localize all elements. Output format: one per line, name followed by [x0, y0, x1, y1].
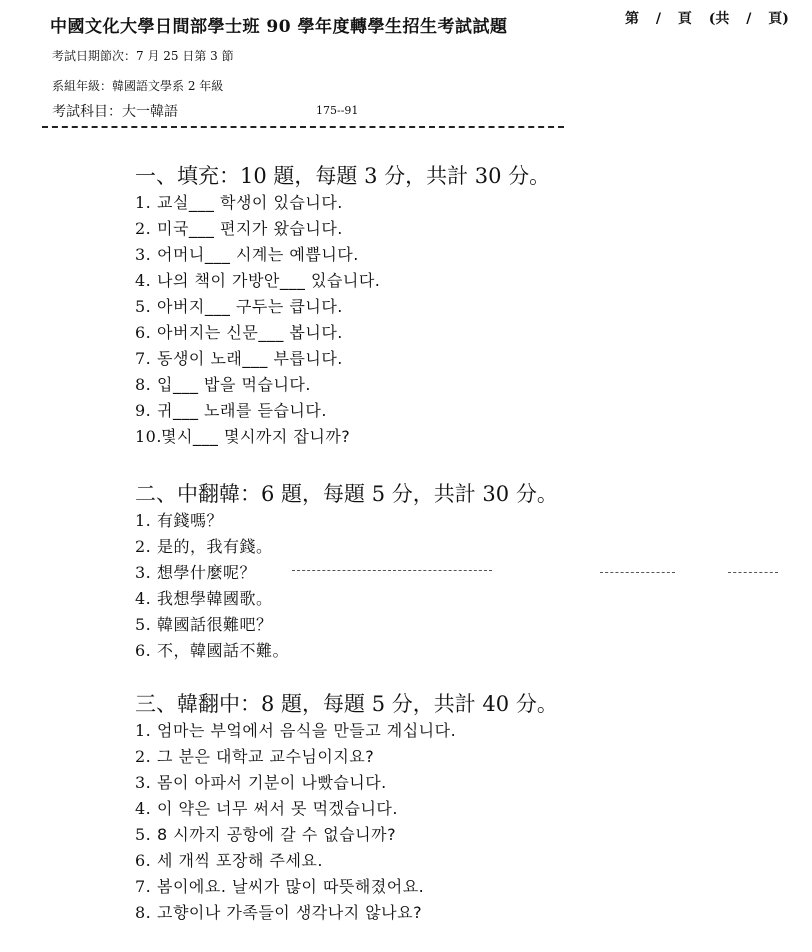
- exam-subject: 考試科目：大一韓語: [52, 104, 178, 120]
- question-text: 세 개씩 포장해 주세요.: [157, 851, 323, 870]
- question-number: 1.: [135, 193, 152, 212]
- question-number: 6.: [135, 323, 152, 342]
- question-item: [135, 242, 359, 265]
- question-item: [135, 372, 311, 395]
- question-item: [135, 508, 223, 531]
- question-number: 8.: [135, 903, 152, 922]
- question-text: 몸이 아파서 기분이 나빴습니다.: [157, 773, 387, 792]
- question-text: 입___ 밥을 먹습니다.: [157, 375, 311, 394]
- question-item: [135, 534, 273, 557]
- question-number: 5.: [135, 615, 152, 634]
- question-text: 不，韓國話不難。: [157, 641, 290, 660]
- question-item: [135, 900, 422, 923]
- question-number: 6.: [135, 641, 152, 660]
- question-number: 6.: [135, 851, 152, 870]
- question-text: 귀___ 노래를 듣습니다.: [157, 401, 327, 420]
- class-year: 系組年級：韓國語文學系 2 年級: [52, 79, 224, 93]
- question-text: 엄마는 부엌에서 음식을 만들고 계십니다.: [157, 721, 457, 740]
- header-divider: [42, 126, 564, 128]
- question-number: 1.: [135, 721, 152, 740]
- question-text: 是的，我有錢。: [157, 537, 273, 556]
- question-item: [135, 796, 398, 819]
- question-text: 봄이에요. 날씨가 많이 따뜻해졌어요.: [157, 877, 425, 896]
- question-number: 7.: [135, 349, 152, 368]
- exam-title: 中國文化大學日間部學士班 90 學年度轉學生招生考試試題: [50, 17, 508, 37]
- question-number: 2.: [135, 219, 152, 238]
- question-text: 아버지는 신문___ 봅니다.: [157, 323, 343, 342]
- question-number: 4.: [135, 589, 152, 608]
- question-number: 2.: [135, 747, 152, 766]
- question-text: 想學什麼呢？: [157, 563, 257, 582]
- question-item: [135, 586, 273, 609]
- question-number: 3.: [135, 563, 152, 582]
- question-item: [135, 346, 343, 369]
- question-text: 有錢嗎？: [157, 511, 224, 530]
- section-heading-korean-to-chinese: 三、韓翻中：8 題，每題 5 分，共計 40 分。: [135, 692, 558, 716]
- question-number: 8.: [135, 375, 152, 394]
- question-text: 동생이 노래___ 부릅니다.: [157, 349, 343, 368]
- question-item: [135, 612, 273, 635]
- exam-time: 考試日期節次：7 月 25 日第 3 節: [52, 49, 234, 63]
- question-item: [135, 770, 387, 793]
- question-text: 그 분은 대학교 교수님이지요?: [157, 747, 375, 766]
- question-text: 미국___ 편지가 왔습니다.: [157, 219, 343, 238]
- question-text: 8 시까지 공항에 갈 수 없습니까?: [157, 825, 397, 844]
- question-item: [135, 320, 343, 343]
- question-item: [135, 718, 456, 741]
- question-number: 7.: [135, 877, 152, 896]
- question-text: 韓國話很難吧？: [157, 615, 273, 634]
- section-heading-fill-in: 一、填充：10 題，每題 3 分，共計 30 分。: [135, 164, 551, 188]
- question-text: 我想學韓國歌。: [157, 589, 273, 608]
- question-item: [135, 398, 327, 421]
- question-item: [135, 560, 256, 583]
- scan-artifact-line: [600, 572, 675, 573]
- question-item: [135, 822, 396, 845]
- question-number: 5.: [135, 825, 152, 844]
- question-text: 아버지___ 구두는 큽니다.: [157, 297, 343, 316]
- question-text: 고향이나 가족들이 생각나지 않나요?: [157, 903, 423, 922]
- question-number: 9.: [135, 401, 152, 420]
- question-number: 10.: [135, 427, 162, 446]
- exam-code: 175--91: [316, 104, 359, 117]
- question-number: 2.: [135, 537, 152, 556]
- question-item: [135, 216, 343, 239]
- question-number: 5.: [135, 297, 152, 316]
- question-item: [135, 848, 323, 871]
- section-heading-chinese-to-korean: 二、中翻韓：6 題，每題 5 分，共計 30 分。: [135, 482, 558, 506]
- question-item: [135, 424, 350, 447]
- question-number: 1.: [135, 511, 152, 530]
- question-item: [135, 874, 424, 897]
- scan-artifact-line: [728, 572, 778, 573]
- question-text: 이 약은 너무 써서 못 먹겠습니다.: [157, 799, 398, 818]
- question-number: 4.: [135, 271, 152, 290]
- question-item: [135, 190, 343, 213]
- question-item: [135, 294, 343, 317]
- question-text: 교실___ 학생이 있습니다.: [157, 193, 343, 212]
- question-number: 4.: [135, 799, 152, 818]
- page-indicator: 第 / 頁 (共 / 頁): [625, 11, 789, 27]
- scan-artifact-line: [292, 570, 492, 571]
- question-text: 몇시___ 몇시까지 잡니까?: [161, 427, 351, 446]
- question-number: 3.: [135, 773, 152, 792]
- question-item: [135, 268, 380, 291]
- question-item: [135, 744, 374, 767]
- question-number: 3.: [135, 245, 152, 264]
- question-text: 어머니___ 시계는 예쁩니다.: [157, 245, 359, 264]
- question-item: [135, 638, 289, 661]
- question-text: 나의 책이 가방안___ 있습니다.: [157, 271, 381, 290]
